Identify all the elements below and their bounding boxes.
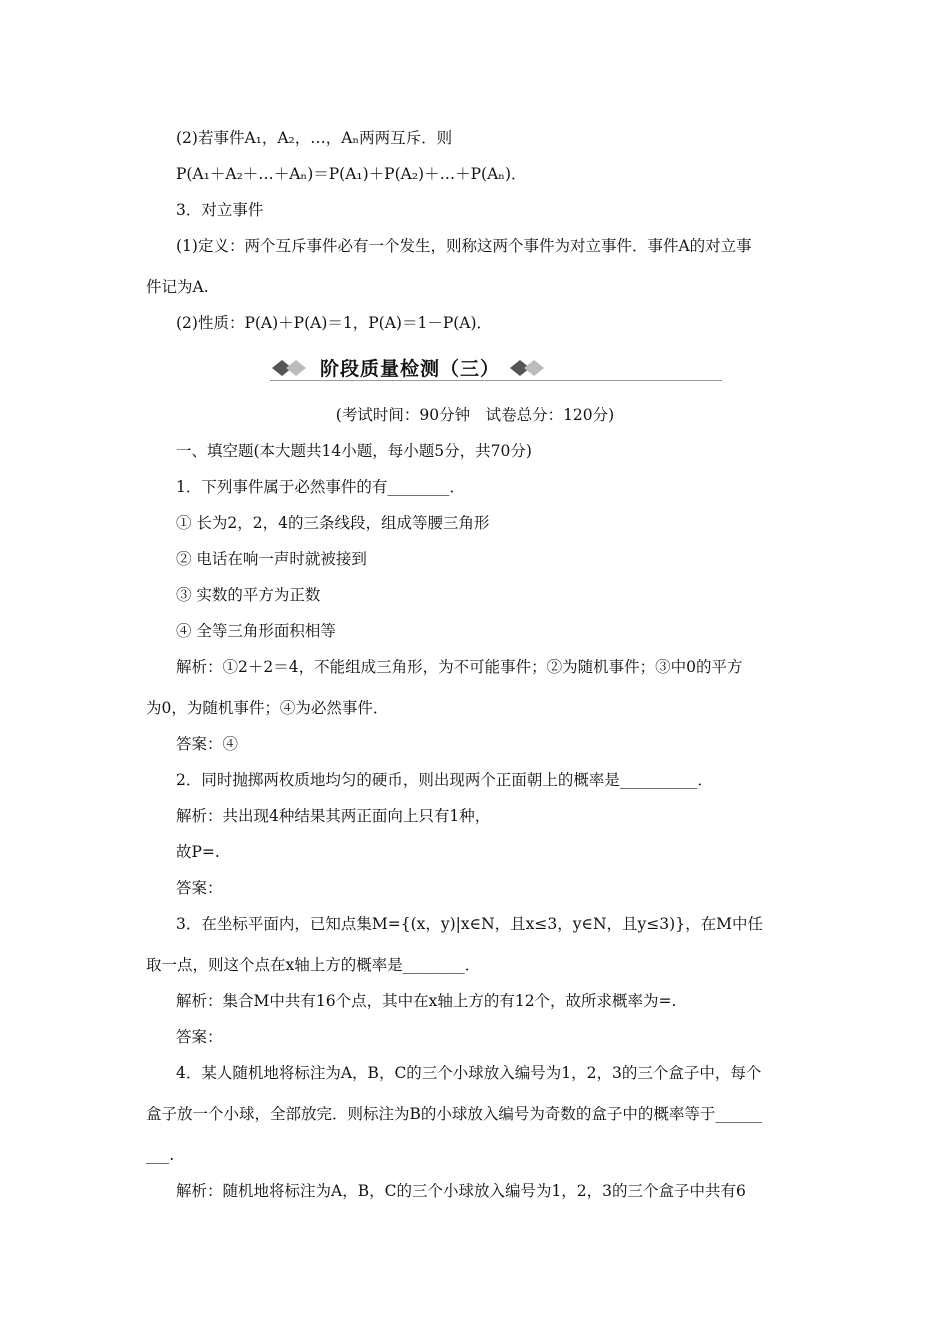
question-1-stem: 1．下列事件属于必然事件的有________． <box>176 478 465 496</box>
question-3-analysis: 解析：集合M中共有16个点，其中在x轴上方的有12个，故所求概率为=. <box>176 992 677 1010</box>
question-4-stem: 盒子放一个小球，全部放完．则标注为B的小球放入编号为奇数的盒子中的概率等于______ <box>146 1105 762 1123</box>
section-heading: 一、填空题(本大题共14小题，每小题5分，共70分) <box>176 442 532 460</box>
question-2-answer: 答案： <box>176 879 223 897</box>
question-2-analysis: 故P=. <box>176 843 220 861</box>
banner-rule <box>270 380 722 381</box>
question-2-analysis: 解析：共出现4种结果其两正面向上只有1种， <box>176 807 491 825</box>
subheading: 3．对立事件 <box>176 201 264 219</box>
question-1-option: ③ 实数的平方为正数 <box>176 586 321 604</box>
formula-line: P(A₁＋A₂＋…＋Aₙ)＝P(A₁)＋P(A₂)＋…＋P(Aₙ)． <box>176 165 527 183</box>
diamond-ornament-right-icon <box>508 358 550 378</box>
section-banner <box>270 352 722 384</box>
text-line: (2)若事件A₁，A₂，…，Aₙ两两互斥．则 <box>176 129 453 147</box>
question-1-option: ④ 全等三角形面积相等 <box>176 622 336 640</box>
text-line: 件记为A. <box>146 278 209 296</box>
question-1-option: ② 电话在响一声时就被接到 <box>176 550 367 568</box>
question-2-stem: 2．同时抛掷两枚质地均匀的硬币，则出现两个正面朝上的概率是__________． <box>176 771 713 789</box>
question-3-stem: 3．在坐标平面内，已知点集M={(x，y)|x∈N，且x≤3，y∈N，且y≤3)}，在M中任 <box>176 915 763 933</box>
diamond-ornament-left-icon <box>270 358 312 378</box>
question-1-analysis: 为0，为随机事件；④为必然事件． <box>146 699 389 717</box>
question-1-analysis: 解析：①2＋2＝4，不能组成三角形，为不可能事件；②为随机事件；③中0的平方 <box>176 658 743 676</box>
question-4-stem: 4．某人随机地将标注为A，B，C的三个小球放入编号为1，2，3的三个盒子中，每个 <box>176 1064 762 1082</box>
exam-info: (考试时间：90分钟 试卷总分：120分) <box>335 406 615 424</box>
text-line: (1)定义：两个互斥事件必有一个发生，则称这两个事件为对立事件．事件A的对立事 <box>176 237 752 255</box>
text-line: (2)性质：P(A)＋P(A)＝1，P(A)＝1－P(A)． <box>176 314 493 332</box>
question-3-stem: 取一点，则这个点在x轴上方的概率是________． <box>146 956 481 974</box>
question-1-answer: 答案：④ <box>176 735 239 753</box>
question-1-option: ① 长为2，2，4的三条线段，组成等腰三角形 <box>176 514 490 532</box>
banner-title: 阶段质量检测（三） <box>320 358 501 380</box>
question-3-answer: 答案： <box>176 1028 223 1046</box>
question-4-analysis: 解析：随机地将标注为A，B，C的三个小球放入编号为1，2，3的三个盒子中共有6 <box>176 1182 746 1200</box>
question-4-stem: ___. <box>146 1146 175 1164</box>
